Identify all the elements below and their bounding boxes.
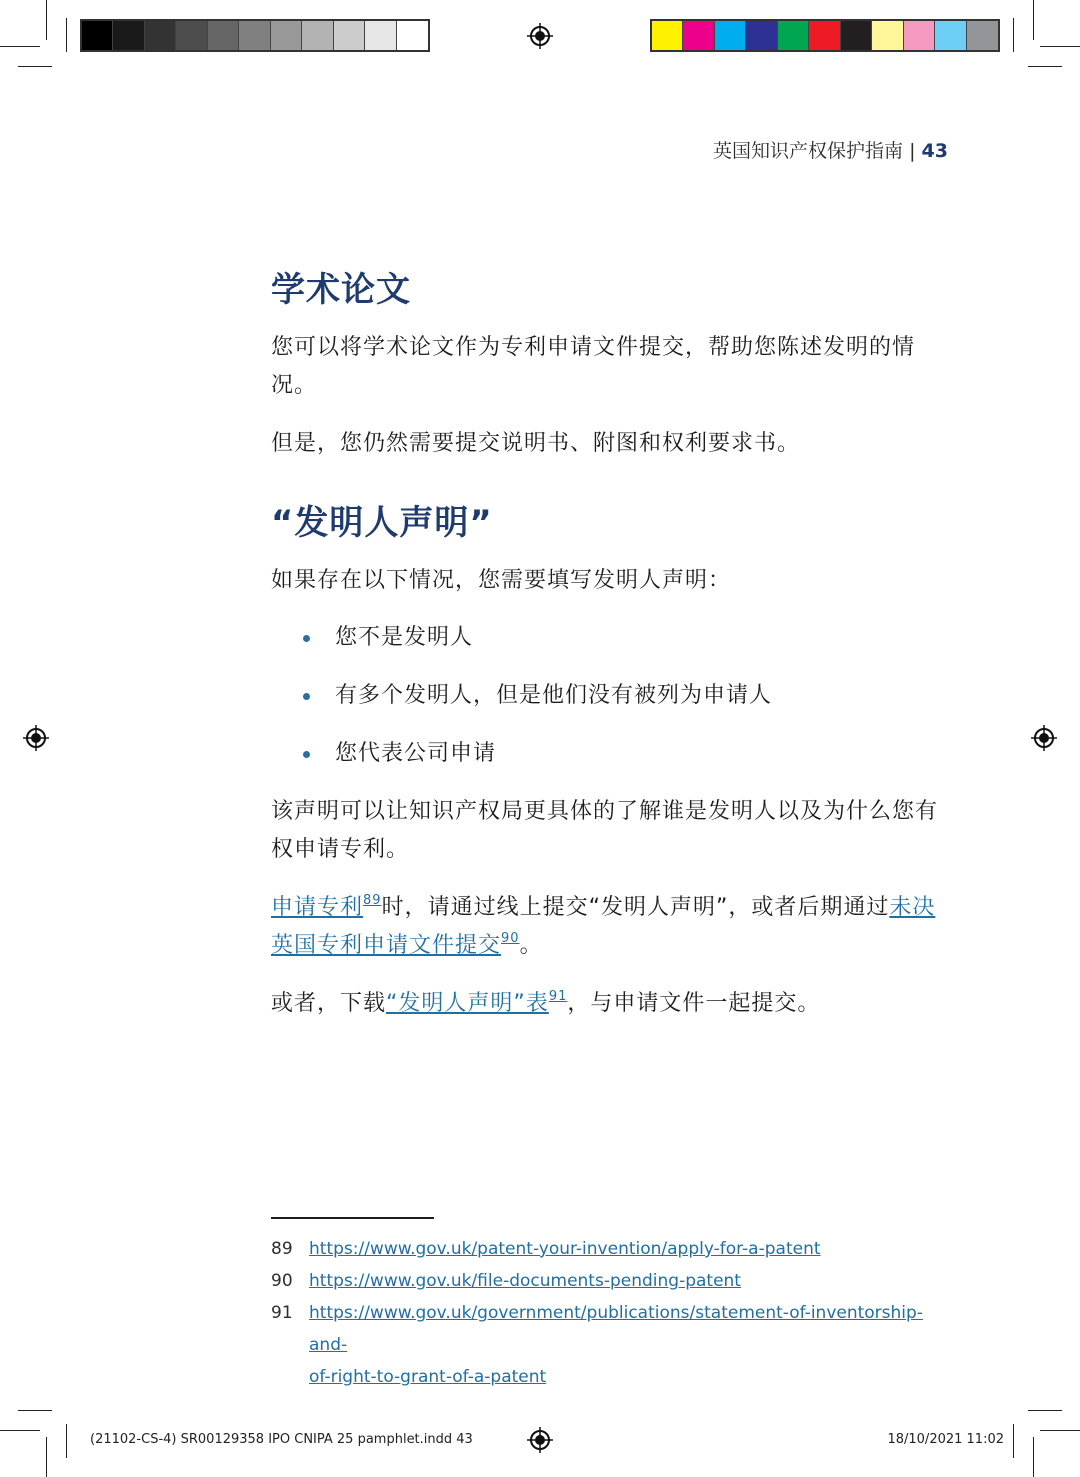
list-item: 您不是发明人: [271, 619, 951, 657]
crop-mark: [1040, 46, 1080, 47]
apply-patent-link[interactable]: 申请专利: [271, 895, 364, 920]
section-heading-inventorship-statement: “发明人声明”: [271, 503, 493, 543]
bullet-icon: [303, 693, 310, 700]
footnote-ref-90[interactable]: 90: [501, 931, 520, 946]
footnote-91-continued: [271, 1361, 961, 1393]
color-swatch: [652, 21, 683, 50]
paragraph-still-required: 但是，您仍然需要提交说明书、附图和权利要求书。: [271, 431, 801, 456]
footnote-90: 90 https://www.gov.uk/file-documents-pending-patent: [271, 1265, 961, 1297]
color-swatch: [872, 21, 903, 50]
color-swatch: [841, 21, 872, 50]
paragraph-statement-purpose: 该声明可以让知识产权局更具体的了解谁是发明人以及为什么您有权申请专利。: [271, 799, 939, 862]
grayscale-color-bar: [80, 19, 430, 52]
crop-mark: [1040, 1430, 1080, 1431]
registration-mark-icon: [527, 23, 553, 49]
page-number: 43: [921, 140, 948, 162]
color-swatch: [239, 21, 270, 50]
running-title: 英国知识产权保护指南: [713, 140, 904, 162]
slug-filename: (21102-CS-4) SR00129358 IPO CNIPA 25 pamphlet.indd 43: [90, 1432, 473, 1447]
footnote-ref-91[interactable]: 91: [548, 989, 568, 1004]
color-swatch: [145, 21, 176, 50]
color-swatch: [334, 21, 365, 50]
footnote-link[interactable]: https://www.gov.uk/file-documents-pending-patent: [309, 1271, 741, 1291]
crop-mark: [18, 1410, 52, 1411]
slug-timestamp: 18/10/2021 11:02: [887, 1432, 1004, 1447]
footnote-divider: [271, 1217, 434, 1219]
paragraph-when-required: 如果存在以下情况，您需要填写发明人声明：: [271, 568, 732, 593]
registration-mark-icon: [527, 1427, 553, 1453]
header-separator: |: [903, 140, 922, 162]
color-swatch: [778, 21, 809, 50]
color-swatch: [208, 21, 239, 50]
registration-mark-icon: [23, 725, 49, 751]
running-header: [713, 136, 948, 163]
crop-mark: [1033, 0, 1034, 40]
crop-mark: [1028, 1410, 1062, 1411]
crop-mark: [46, 0, 47, 40]
crop-mark: [1028, 66, 1062, 67]
bullet-icon: [303, 635, 310, 642]
paragraph-download-form: 或者，下载“发明人声明”表$^{91}$，与申请文件一起提交。: [271, 989, 821, 1016]
crop-mark: [1013, 1424, 1014, 1458]
color-swatch: [715, 21, 746, 50]
list-item: 您代表公司申请: [271, 735, 951, 773]
main-content: [271, 262, 951, 1023]
color-swatch: [365, 21, 396, 50]
bullet-icon: [303, 751, 310, 758]
color-swatch: [397, 21, 428, 50]
condition-list: [271, 619, 951, 773]
footnote-ref-89[interactable]: 89: [363, 893, 382, 908]
color-swatch: [302, 21, 333, 50]
color-swatch: [935, 21, 966, 50]
list-item: 有多个发明人，但是他们没有被列为申请人: [271, 677, 951, 715]
footnote-89: 89 https://www.gov.uk/patent-your-invention/apply-for-a-patent: [271, 1233, 961, 1265]
footnote-91: 91 https://www.gov.uk/government/publications/statement-of-inventorship-and-: [271, 1297, 961, 1361]
registration-mark-icon: [1031, 725, 1057, 751]
crop-mark: [66, 1424, 67, 1458]
inventorship-form-link[interactable]: “发明人声明”表: [386, 991, 549, 1016]
color-swatch: [683, 21, 714, 50]
crop-mark: [66, 18, 67, 52]
color-swatch: [967, 21, 998, 50]
pending-application-documents-link[interactable]: 未决英国专利申请文件提交: [271, 895, 936, 958]
crop-mark: [0, 46, 40, 47]
crop-mark: [18, 66, 52, 67]
footnote-link[interactable]: of-right-to-grant-of-a-patent: [309, 1367, 547, 1387]
crop-mark: [1033, 1437, 1034, 1477]
footnote-link[interactable]: https://www.gov.uk/government/publications/statement-of-inventorship-and-: [309, 1303, 923, 1355]
color-swatch: [176, 21, 207, 50]
paragraph-academic-papers: 您可以将学术论文作为专利申请文件提交，帮助您陈述发明的情况。: [271, 335, 916, 398]
color-swatch: [904, 21, 935, 50]
footnotes: [271, 1217, 961, 1393]
crop-mark: [1013, 18, 1014, 52]
color-swatch: [82, 21, 113, 50]
crop-mark: [46, 1437, 47, 1477]
section-heading-academic-papers: 学术论文: [271, 270, 411, 310]
paragraph-how-to-submit: 申请专利$^{89}$时，请通过线上提交“发明人声明”，或者后期通过未决英国专利申请文件提交$^{90}$。: [271, 893, 936, 958]
footnote-link[interactable]: https://www.gov.uk/patent-your-invention/apply-for-a-patent: [309, 1239, 821, 1259]
color-swatch: [271, 21, 302, 50]
color-swatch: [113, 21, 144, 50]
color-swatch: [746, 21, 777, 50]
color-swatch: [809, 21, 840, 50]
cmyk-color-bar: [650, 19, 1000, 52]
crop-mark: [0, 1430, 40, 1431]
